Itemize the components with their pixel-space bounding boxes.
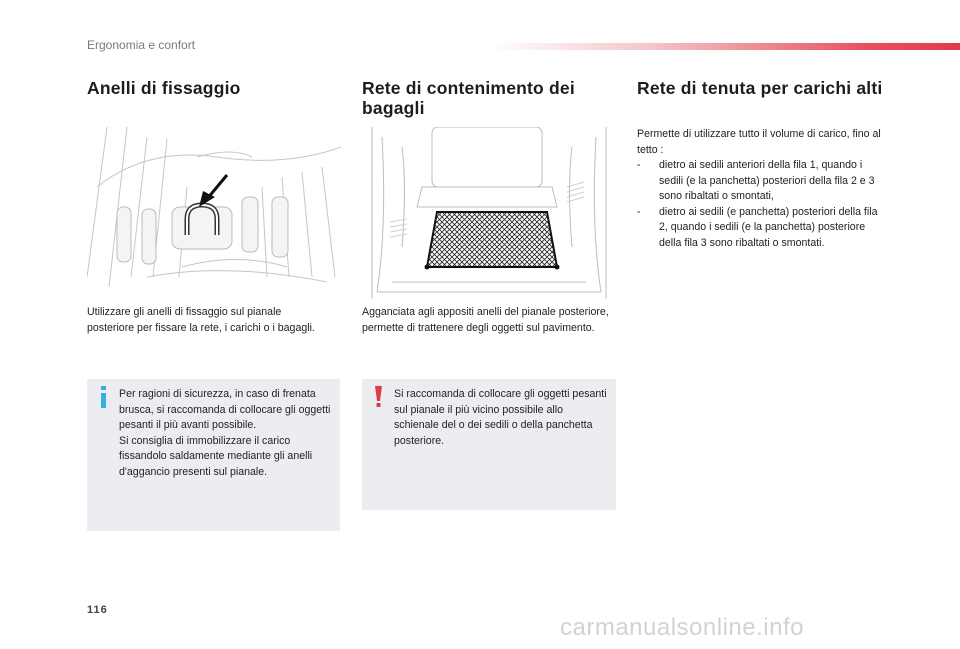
- rete-alti-intro: Permette di utilizzare tutto il volume di carico, fino al tetto :: [637, 128, 881, 156]
- column-anelli: [87, 78, 341, 98]
- info-note-line: Per ragioni di sicurezza, in caso di frenata brusca, si raccomanda di collocare gli oggetti pesanti il più avanti possibile.: [119, 388, 331, 431]
- column-rete-alti: [637, 78, 887, 98]
- info-note: [87, 379, 340, 531]
- luggage-net-illustration: [362, 127, 616, 299]
- list-item: - dietro ai sedili anteriori della fila 1, quando i sedili (e la panchetta) posteriori della fila 2 e 3 sono ribaltati o smontati,: [637, 159, 875, 202]
- warning-note: [362, 379, 616, 510]
- page-number: 116: [87, 604, 108, 616]
- anchor-ring-illustration: [87, 127, 341, 299]
- section-title-rete-alti: Rete di tenuta per carichi alti: [637, 78, 883, 98]
- info-note-line: Si consiglia di immobilizzare il carico fissandolo saldamente mediante gli anelli d'aggancio presenti sul pianale.: [119, 434, 313, 478]
- section-header: Ergonomia e confort: [87, 38, 196, 52]
- warning-icon: [370, 386, 386, 408]
- warning-note-line: Si raccomanda di collocare gli oggetti pesanti sul pianale il più vicino possibile allo schienale del o dei sedili o della panchetta posteriore.: [394, 388, 607, 447]
- rete-description: Agganciata agli appositi anelli del pianale posteriore, permette di trattenere degli oggetti sul pavimento.: [362, 306, 609, 334]
- header-accent-bar: [490, 43, 960, 50]
- info-icon: [95, 386, 111, 408]
- list-item: - dietro ai sedili (e panchetta) posteriori della fila 2, quando i sedili (e la panchetta) posteriore della fila 3 sono ribaltati o smontati.: [637, 205, 878, 249]
- section-title-anelli: Anelli di fissaggio: [87, 78, 241, 98]
- column-rete: [362, 78, 616, 118]
- watermark: carmanualsonline.info: [560, 614, 804, 641]
- anelli-description: Utilizzare gli anelli di fissaggio sul pianale posteriore per fissare la rete, i carichi o i bagagli.: [87, 306, 315, 334]
- section-title-rete: Rete di contenimento dei bagagli: [362, 78, 575, 118]
- rete-alti-description: [637, 127, 887, 251]
- rete-alti-list: [637, 158, 887, 251]
